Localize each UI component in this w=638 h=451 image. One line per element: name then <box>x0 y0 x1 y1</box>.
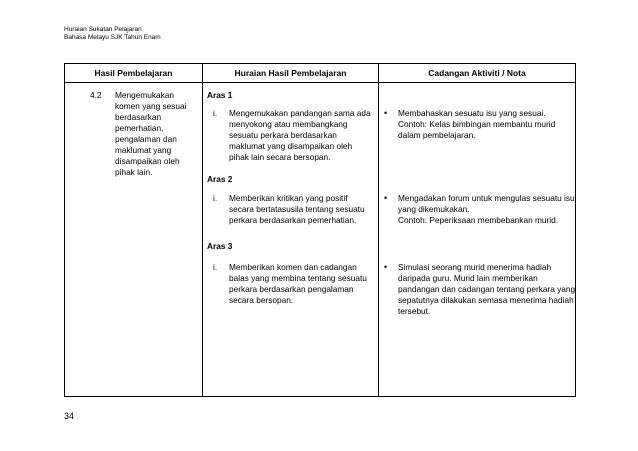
activity-line: daripada guru. Murid lain memberikan <box>398 273 538 283</box>
activity-line: Membahaskan sesuatu isu yang sesuai. <box>398 108 546 118</box>
page-number: 34 <box>64 411 75 421</box>
description-line: Memberikan kritikan yang positif <box>229 193 348 203</box>
outcome-line: pengalaman dan <box>115 134 177 144</box>
description-line: maklumat yang disampaikan oleh <box>229 141 353 151</box>
outcome-line: Mengemukakan <box>115 90 175 100</box>
description-line: secara bertatasusila tentang sesuatu <box>229 204 365 214</box>
activity-line: yang dikemukakan. <box>398 204 470 214</box>
level-2-item-number: i. <box>213 193 218 203</box>
activity-line: pandangan dan cadangan tentang perkara yang <box>398 284 576 294</box>
outcome-line: komen yang sesuai <box>115 101 187 111</box>
activity-line: sepatutnya dilakukan semasa menerima hadiah <box>398 295 574 305</box>
level-3-description <box>229 262 367 306</box>
description-line: balas yang membina tentang sesuatu <box>229 273 367 283</box>
bullet-icon: • <box>384 108 388 118</box>
curriculum-table <box>64 63 576 397</box>
outcome-line: disampaikan oleh <box>115 156 180 166</box>
outcome-line: maklumat yang <box>115 145 172 155</box>
outcome-line: berdasarkan <box>115 112 162 122</box>
activity-line: Mengadakan forum untuk mengulas sesuatu isu <box>398 193 575 203</box>
col-header-activity: Cadangan Aktiviti / Nota <box>428 68 526 78</box>
level-1-item-number: i. <box>213 108 218 118</box>
level-3-activity <box>398 262 575 317</box>
outcome-number: 4.2 <box>90 90 102 100</box>
outcome-line: pemerhatian, <box>115 123 164 133</box>
description-line: perkara berdasarkan pemerhatian. <box>229 215 357 225</box>
activity-line: dalam pembelajaran. <box>398 130 476 140</box>
level-1-title: Aras 1 <box>207 90 233 100</box>
activity-line: tersebut. <box>398 306 431 316</box>
bullet-icon: • <box>384 193 388 203</box>
description-line: pihak lain secara bersopan. <box>229 152 331 162</box>
level-3-item-number: i. <box>213 262 218 272</box>
header-line-1: Huraian Sukatan Pelajaran <box>64 26 142 33</box>
header-line-2: Bahasa Melayu SJK Tahun Enam <box>64 34 161 41</box>
description-line: secara bersopan. <box>229 295 294 305</box>
level-1-activity <box>398 108 555 141</box>
outcome-line: pihak lain. <box>115 167 153 177</box>
column-divider <box>378 64 379 396</box>
level-2-title: Aras 2 <box>207 174 233 184</box>
document-header <box>64 26 161 42</box>
description-line: sesuatu perkara berdasarkan <box>229 130 337 140</box>
description-line: Memberikan komen dan cadangan <box>229 262 357 272</box>
col-header-description: Huraian Hasil Pembelajaran <box>234 68 347 78</box>
activity-line: Simulasi seorang murid menerima hadiah <box>398 262 552 272</box>
level-3-title: Aras 3 <box>207 241 233 251</box>
outcome-text <box>115 90 187 178</box>
col-header-outcome: Hasil Pembelajaran <box>94 68 173 78</box>
bullet-icon: • <box>384 262 388 272</box>
column-divider <box>202 64 203 396</box>
description-line: menyokong atau membangkang <box>229 119 348 129</box>
level-1-description <box>229 108 371 163</box>
level-2-activity <box>398 193 575 226</box>
header-divider <box>65 82 575 83</box>
description-line: perkara berdasarkan pengalaman <box>229 284 354 294</box>
level-2-description <box>229 193 365 226</box>
description-line: Mengemukakan pandangan sama ada <box>229 108 371 118</box>
activity-line: Contoh: Peperiksaan membebankan murid. <box>398 215 559 225</box>
activity-line: Contoh: Kelas bimbingan membantu murid <box>398 119 556 129</box>
